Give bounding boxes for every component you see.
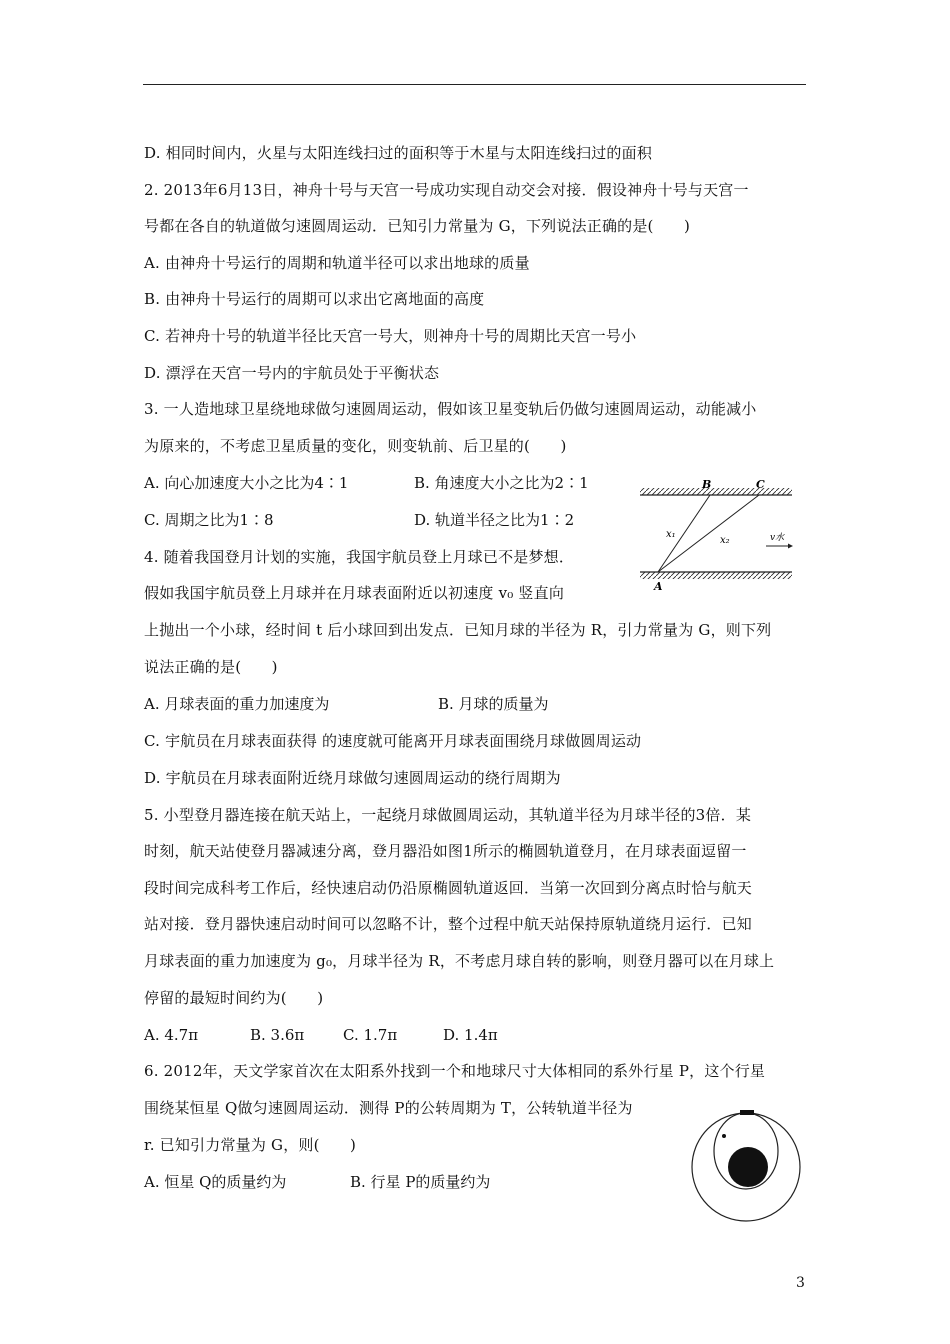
label-v-water: v水	[770, 533, 785, 543]
space-station	[740, 1110, 754, 1115]
bottom-bank-hatching	[640, 572, 792, 579]
q4-stem-line3: 上抛出一个小球，经时间 t 后小球回到出发点．已知月球的半径为 R，引力常量为 G，则下列	[144, 621, 772, 639]
q6-option-b: B. 行星 P的质量约为	[350, 1173, 491, 1191]
q2-option-d: D. 漂浮在天宫一号内的宇航员处于平衡状态	[144, 364, 440, 382]
label-c: C	[756, 478, 765, 491]
q2-option-c: C. 若神舟十号的轨道半径比天宫一号大，则神舟十号的周期比天宫一号小	[144, 327, 637, 345]
orbit-figure	[690, 1100, 802, 1228]
q3-stem-line1: 3. 一人造地球卫星绕地球做匀速圆周运动，假如该卫星变轨后仍做匀速圆周运动，动能减小	[144, 400, 757, 418]
q3-option-c: C. 周期之比为1∶8	[144, 511, 274, 529]
label-x2: x₂	[720, 535, 730, 546]
q5-stem-line3: 段时间完成科考工作后，经快速启动仍沿原椭圆轨道返回．当第一次回到分离点时恰与航天	[144, 879, 753, 897]
q2-stem-line2: 号都在各自的轨道做匀速圆周运动．已知引力常量为 G，下列说法正确的是( )	[144, 217, 691, 235]
top-bank-hatching	[640, 488, 792, 495]
q3-stem-line2: 为原来的，不考虑卫星质量的变化，则变轨前、后卫星的( )	[144, 437, 567, 455]
page-number: 3	[796, 1275, 805, 1291]
river-crossing-figure	[636, 476, 796, 596]
q3-option-b: B. 角速度大小之比为2∶1	[414, 474, 589, 492]
q4-option-c: C. 宇航员在月球表面获得 的速度就可能离开月球表面围绕月球做圆周运动	[144, 732, 642, 750]
q2-option-b: B. 由神舟十号运行的周期可以求出它离地面的高度	[144, 290, 485, 308]
q2-stem-line1: 2. 2013年6月13日，神舟十号与天宫一号成功实现自动交会对接．假设神舟十号与天宫一	[144, 181, 749, 199]
q5-option-b: B. 3.6π	[250, 1026, 305, 1044]
q5-option-d: D. 1.4π	[443, 1026, 498, 1044]
q5-option-c: C. 1.7π	[343, 1026, 398, 1044]
q4-option-b: B. 月球的质量为	[438, 695, 549, 713]
label-a: A	[654, 580, 663, 593]
q6-stem-line3: r. 已知引力常量为 G，则( )	[144, 1136, 357, 1154]
q2-option-a: A. 由神舟十号运行的周期和轨道半径可以求出地球的质量	[144, 254, 530, 272]
q4-option-a: A. 月球表面的重力加速度为	[144, 695, 330, 713]
q5-stem-line2: 时刻，航天站使登月器减速分离，登月器沿如图1所示的椭圆轨道登月，在月球表面逗留一	[144, 842, 747, 860]
q4-stem-line2: 假如我国宇航员登上月球并在月球表面附近以初速度 v₀ 竖直向	[144, 584, 565, 602]
q6-stem-line2: 围绕某恒星 Q做匀速圆周运动．测得 P的公转周期为 T，公转轨道半径为	[144, 1099, 633, 1117]
q5-stem-line1: 5. 小型登月器连接在航天站上，一起绕月球做圆周运动，其轨道半径为月球半径的3倍．某	[144, 806, 752, 824]
q4-stem-line1: 4. 随着我国登月计划的实施，我国宇航员登上月球已不是梦想．	[144, 548, 575, 566]
q6-stem-line1: 6. 2012年，天文学家首次在太阳系外找到一个和地球尺寸大体相同的系外行星 P，这个行星	[144, 1062, 766, 1080]
orbit-marker-dot	[722, 1134, 726, 1138]
label-b: B	[702, 478, 712, 491]
header-rule	[143, 84, 806, 85]
label-x1: x₁	[666, 529, 676, 540]
q6-option-a: A. 恒星 Q的质量约为	[144, 1173, 287, 1191]
q5-stem-line6: 停留的最短时间约为( )	[144, 989, 324, 1007]
q3-option-d: D. 轨道半径之比为1∶2	[414, 511, 575, 529]
velocity-arrow-head	[788, 544, 793, 549]
q4-stem-line4: 说法正确的是( )	[144, 658, 278, 676]
q1-option-d: D. 相同时间内，火星与太阳连线扫过的面积等于木星与太阳连线扫过的面积	[144, 144, 653, 162]
q5-option-a: A. 4.7π	[144, 1026, 199, 1044]
moon	[728, 1147, 768, 1187]
q5-stem-line4: 站对接．登月器快速启动时间可以忽略不计，整个过程中航天站保持原轨道绕月运行．已知	[144, 915, 753, 933]
q4-option-d: D. 宇航员在月球表面附近绕月球做匀速圆周运动的绕行周期为	[144, 769, 561, 787]
q3-option-a: A. 向心加速度大小之比为4∶1	[144, 474, 349, 492]
q5-stem-line5: 月球表面的重力加速度为 g₀，月球半径为 R，不考虑月球自转的影响，则登月器可以在月球上	[144, 952, 775, 970]
